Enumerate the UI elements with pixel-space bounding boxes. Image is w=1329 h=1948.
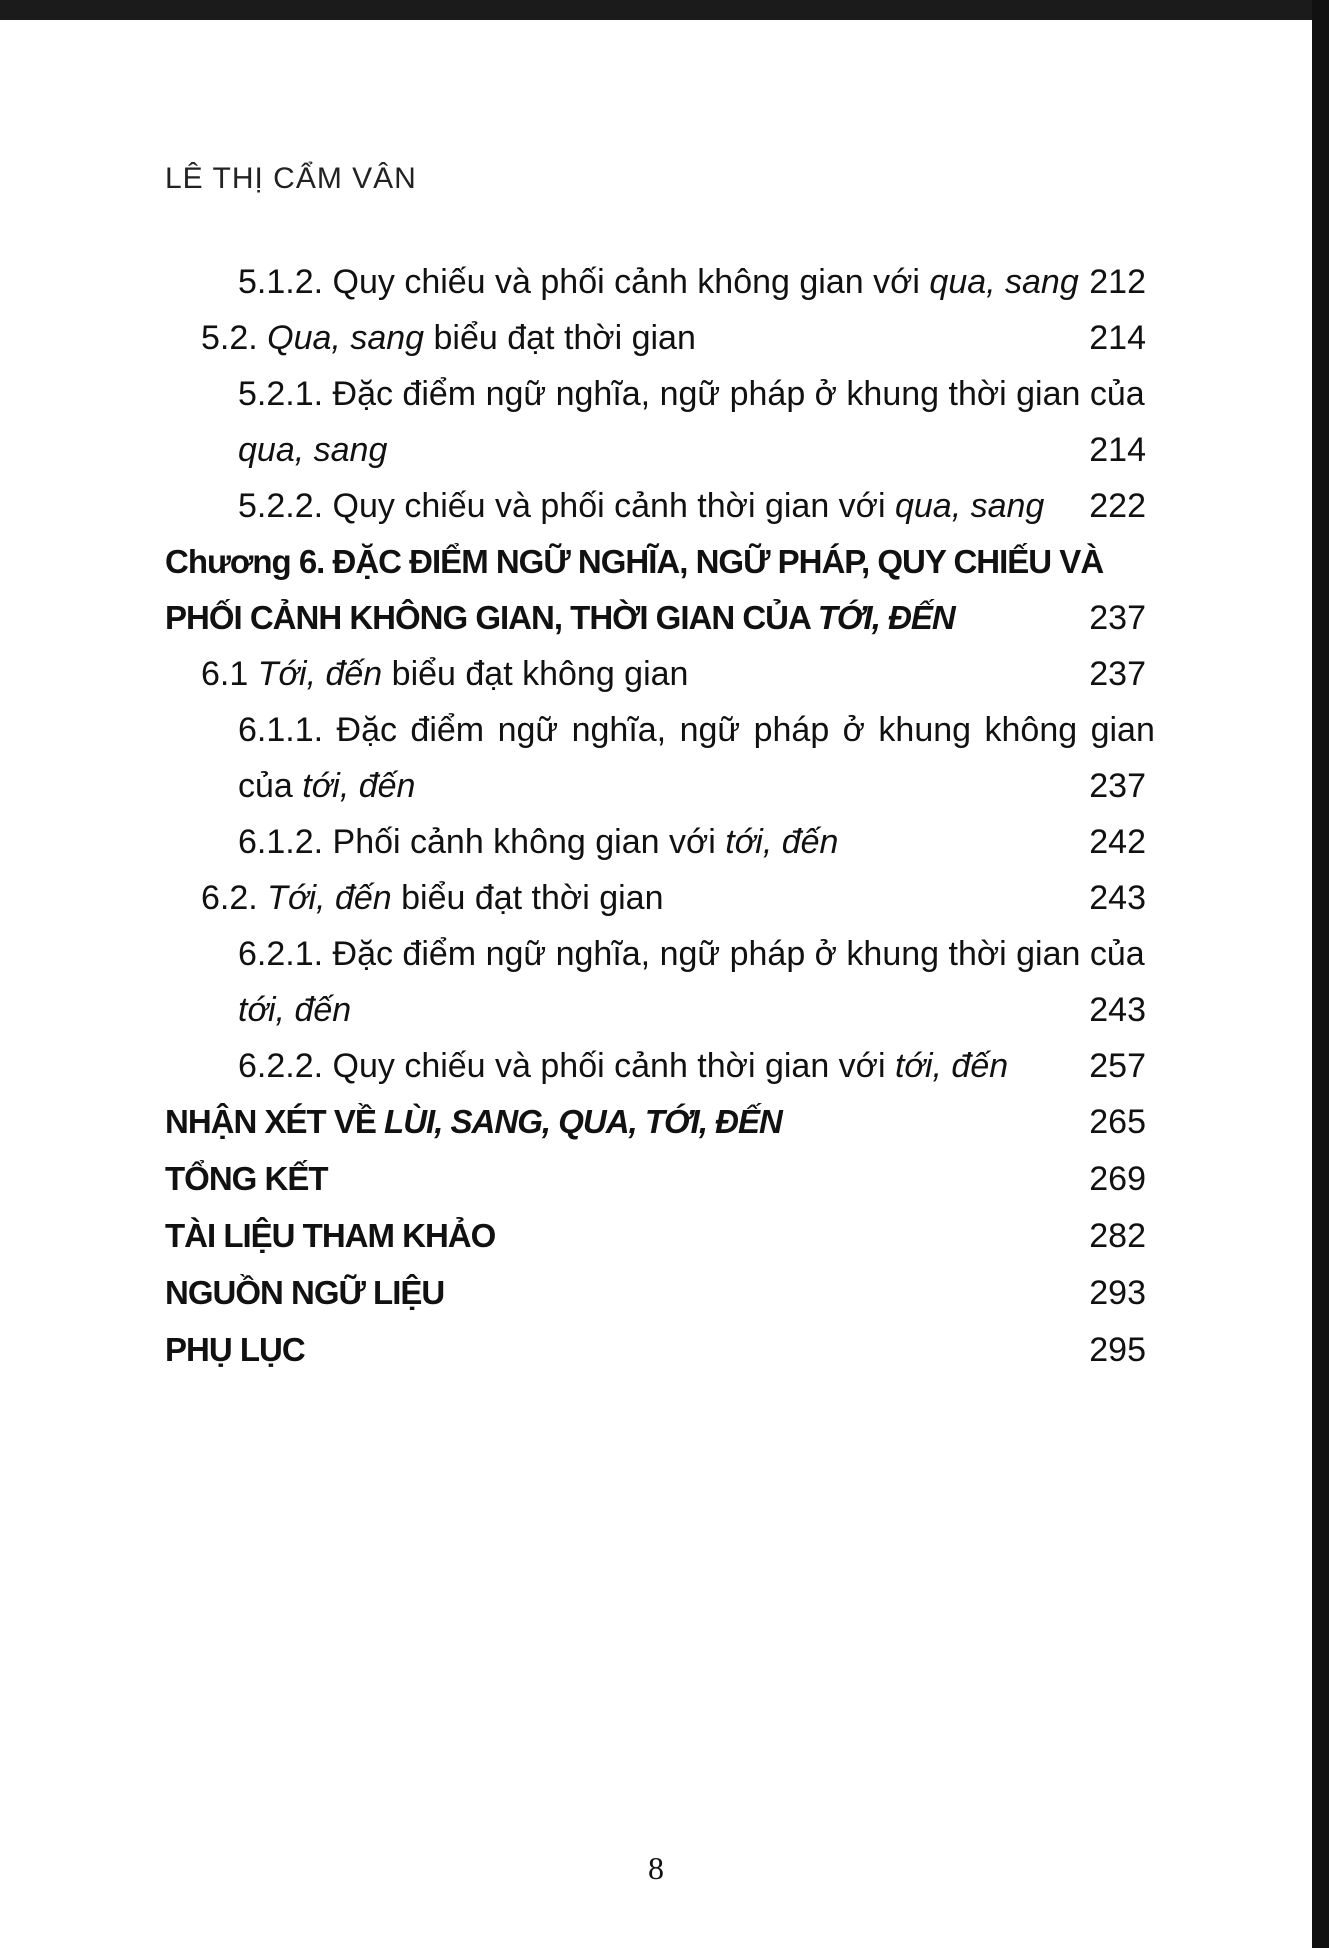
- toc-references: TÀI LIỆU THAM KHẢO: [165, 1217, 496, 1254]
- toc-entry-text: 5.2.2. Quy chiếu và phối cảnh thời gian với: [238, 487, 895, 525]
- toc-entry-6-1-1: [238, 702, 1155, 758]
- toc-page-number: 265: [1089, 1103, 1146, 1141]
- toc-entry-italic: LÙI, SANG, QUA, TỚI, ĐẾN: [384, 1103, 782, 1140]
- toc-entry-italic: Tới, đến: [267, 879, 392, 917]
- toc-entry-5-2-1: [238, 366, 1145, 422]
- document-page: [0, 20, 1312, 1948]
- screen-edge: [1312, 0, 1329, 1948]
- toc-entry-italic: tới, đến: [725, 823, 839, 861]
- toc-entry-text: 6.1: [201, 655, 258, 693]
- toc-page-number: 222: [1089, 487, 1146, 525]
- toc-entry-text: 6.1.2. Phối cảnh không gian với: [238, 823, 726, 861]
- toc-entry-text: PHỐI CẢNH KHÔNG GIAN, THỜI GIAN CỦA: [165, 599, 818, 636]
- toc-page-number: 295: [1089, 1331, 1146, 1369]
- toc-entry-text: biểu đạt thời gian: [391, 879, 664, 917]
- toc-entry-text: của: [238, 767, 303, 805]
- toc-remarks: [165, 1094, 782, 1150]
- toc-entry-6-2: [201, 870, 664, 926]
- page-number: 8: [648, 1850, 664, 1886]
- toc-page-number: 243: [1089, 991, 1146, 1029]
- toc-entry-text: biểu đạt thời gian: [424, 319, 696, 357]
- toc-entry-italic: Tới, đến: [257, 655, 383, 693]
- toc-page-number: 214: [1089, 431, 1146, 469]
- toc-entry-text: 5.1.2. Quy chiếu và phối cảnh không gian với: [238, 263, 930, 301]
- toc-entry-italic: tới, đến: [894, 1047, 1009, 1085]
- toc-entry-italic: tới, đến: [302, 767, 416, 805]
- toc-entry-6-2-2: [238, 1038, 1008, 1094]
- toc-page-number: 293: [1089, 1274, 1146, 1312]
- toc-entry-italic: TỚI, ĐẾN: [817, 599, 955, 636]
- toc-page-number: 237: [1089, 599, 1146, 637]
- toc-entry-text: 5.2.1. Đặc điểm ngữ nghĩa, ngữ pháp ở khung thời gian của: [238, 375, 1145, 413]
- toc-chapter-6-cont: [165, 590, 955, 646]
- toc-entry-5-1-2: [238, 254, 1079, 310]
- toc-entry-text: biểu đạt không gian: [382, 655, 689, 693]
- toc-entry-6-1: [201, 646, 688, 702]
- toc-summary: TỔNG KẾT: [165, 1160, 328, 1197]
- toc-entry-italic: Qua, sang: [267, 319, 425, 357]
- toc-corpus-sources: NGUỒN NGỮ LIỆU: [165, 1274, 445, 1311]
- toc-entry-text: 6.2.1. Đặc điểm ngữ nghĩa, ngữ pháp ở khung thời gian của: [238, 935, 1145, 973]
- toc-entry-6-2-1-cont: [238, 982, 351, 1038]
- toc-entry-italic: tới, đến: [238, 991, 352, 1029]
- toc-page-number: 269: [1089, 1160, 1146, 1198]
- toc-page-number: 257: [1089, 1047, 1146, 1085]
- toc-page-number: 282: [1089, 1217, 1146, 1255]
- toc-entry-italic: qua, sang: [238, 431, 388, 469]
- toc-chapter-6: Chương 6. ĐẶC ĐIỂM NGỮ NGHĨA, NGỮ PHÁP, QUY CHIẾU VÀ: [165, 543, 1104, 580]
- toc-entry-6-2-1: [238, 926, 1145, 982]
- toc-appendix: PHỤ LỤC: [165, 1331, 305, 1368]
- toc-page-number: 214: [1089, 319, 1146, 357]
- toc-entry-italic: qua, sang: [929, 263, 1079, 301]
- toc-entry-6-1-2: [238, 814, 838, 870]
- toc-page-number: 212: [1089, 263, 1146, 301]
- toc-page-number: 243: [1089, 879, 1146, 917]
- toc-page-number: 242: [1089, 823, 1146, 861]
- toc-entry-text: 6.2.: [201, 879, 268, 917]
- toc-entry-text: 6.2.2. Quy chiếu và phối cảnh thời gian với: [238, 1047, 895, 1085]
- toc-entry-5-2-1-cont: [238, 422, 387, 478]
- toc-entry-5-2-2: [238, 478, 1044, 534]
- running-header: LÊ THỊ CẨM VÂN: [165, 162, 417, 195]
- toc-entry-text: 6.1.1. Đặc điểm ngữ nghĩa, ngữ pháp ở khung không gian: [238, 711, 1155, 749]
- toc-entry-6-1-1-cont: [238, 758, 415, 814]
- toc-page-number: 237: [1089, 655, 1146, 693]
- toc-entry-5-2: [201, 310, 696, 366]
- toc-entry-text: 5.2.: [201, 319, 268, 357]
- toc-page-number: 237: [1089, 767, 1146, 805]
- toc-entry-text: NHẬN XÉT VỀ: [165, 1103, 385, 1140]
- toc-entry-italic: qua, sang: [894, 487, 1045, 525]
